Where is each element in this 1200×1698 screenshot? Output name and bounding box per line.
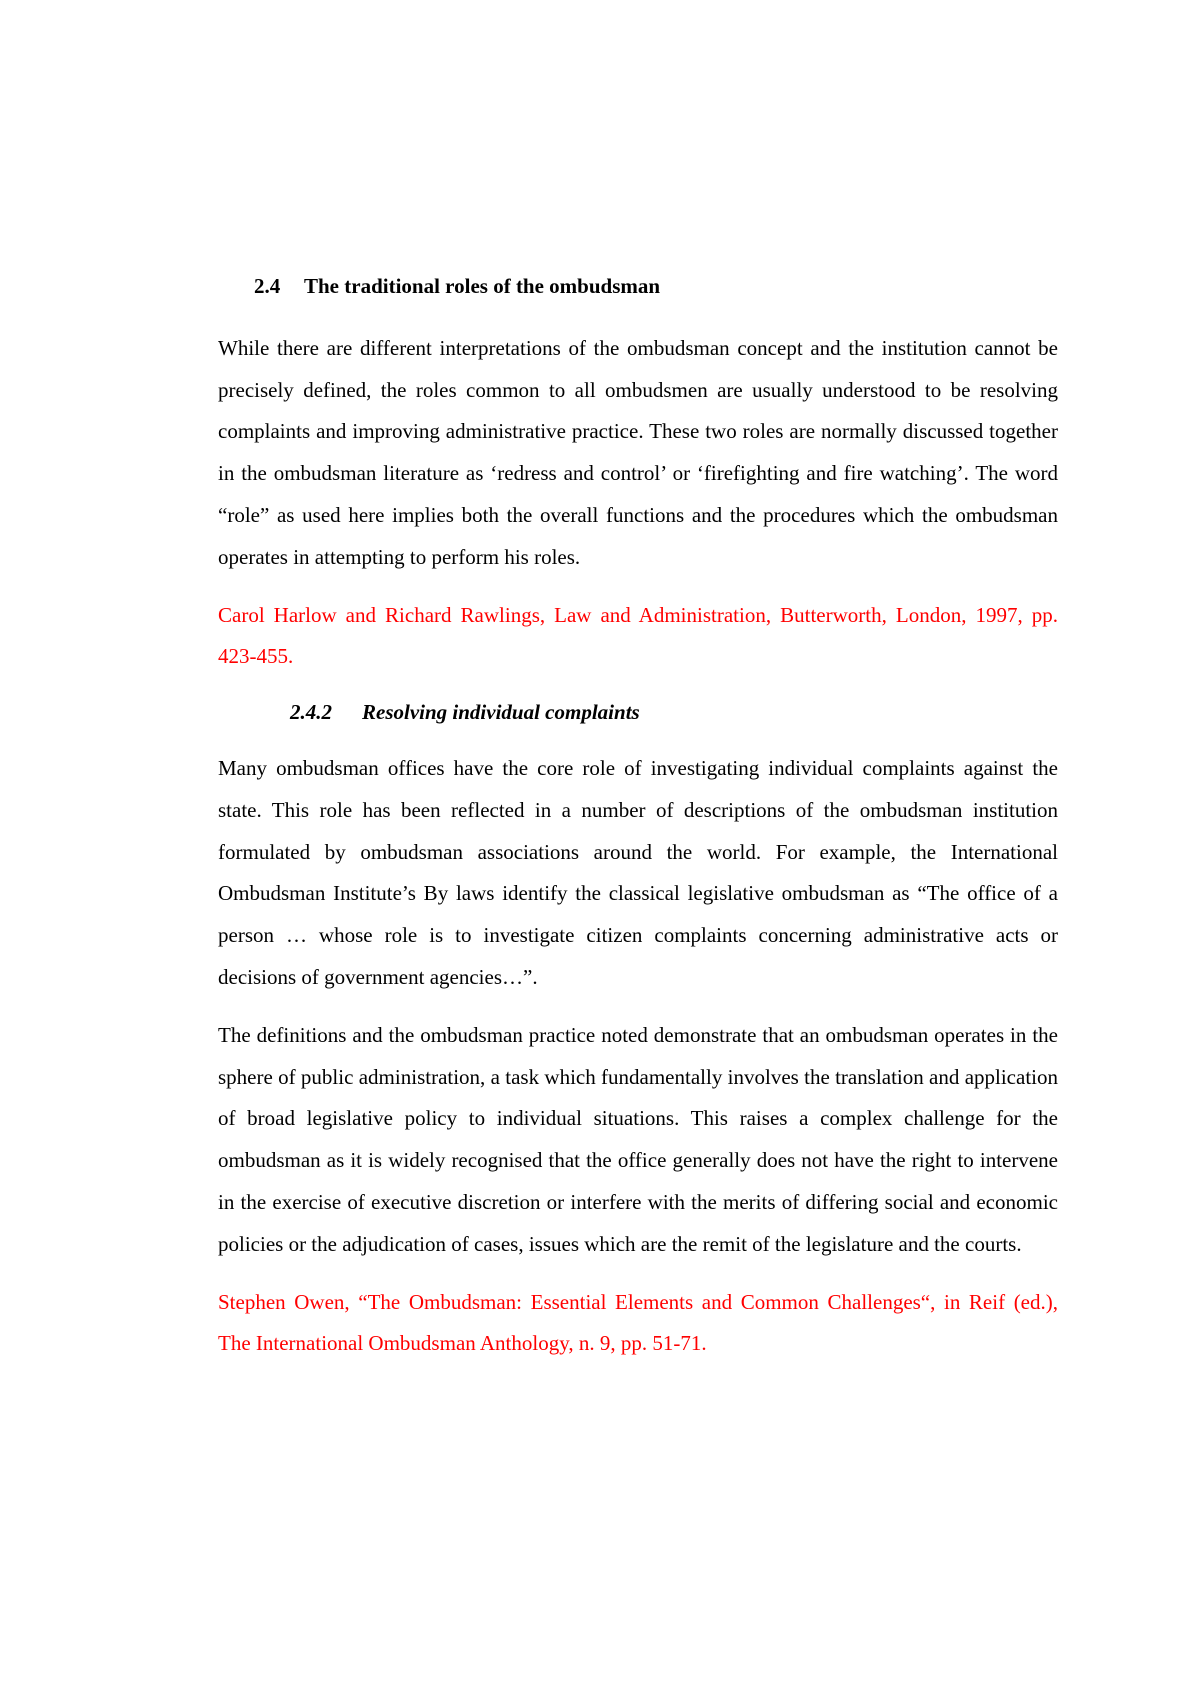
reference-owen: Stephen Owen, “The Ombudsman: Essential Elements and Common Challenges“, in Reif (ed.), The International Ombudsman Anthology, n. 9, pp. 51-71. <box>218 1289 1058 1356</box>
subsection-title: Resolving individual complaints <box>362 700 640 725</box>
paragraph-core-role: Many ombudsman offices have the core role of investigating individual complaints against the state. This role has been reflected in a number of descriptions of the ombudsman institution formulated by ombudsman associations around the world. For example, the International Ombudsman Institute’s By laws identify the classical legislative ombudsman as “The office of a person … whose role is to investigate citizen complaints concerning administrative acts or decisions of government agencies…”. <box>218 755 1058 989</box>
paragraph-definitions: The definitions and the ombudsman practice noted demonstrate that an ombudsman operates in the sphere of public administration, a task which fundamentally involves the translation and application of broad legislative policy to individual situations. This raises a complex challenge for the ombudsman as it is widely recognised that the office generally does not have the right to intervene in the exercise of executive discretion or interfere with the merits of differing social and economic policies or the adjudication of cases, issues which are the remit of the legislature and the courts. <box>218 1022 1058 1256</box>
paragraph-roles-intro: While there are different interpretations of the ombudsman concept and the institution cannot be precisely defined, the roles common to all ombudsmen are usually understood to be resolving complaints and improving administrative practice. These two roles are normally discussed together in the ombudsman literature as ‘redress and control’ or ‘firefighting and fire watching’. The word “role” as used here implies both the overall functions and the procedures which the ombudsman operates in attempting to perform his roles. <box>218 335 1058 569</box>
subsection-number: 2.4.2 <box>290 700 332 725</box>
document-page <box>218 266 1058 1379</box>
subsection-heading <box>290 692 1058 734</box>
section-heading <box>254 266 1058 308</box>
section-title: The traditional roles of the ombudsman <box>304 274 661 298</box>
section-number: 2.4 <box>254 274 281 298</box>
reference-harlow-rawlings: Carol Harlow and Richard Rawlings, Law and Administration, Butterworth, London, 1997, pp. 423-455. <box>218 602 1058 669</box>
